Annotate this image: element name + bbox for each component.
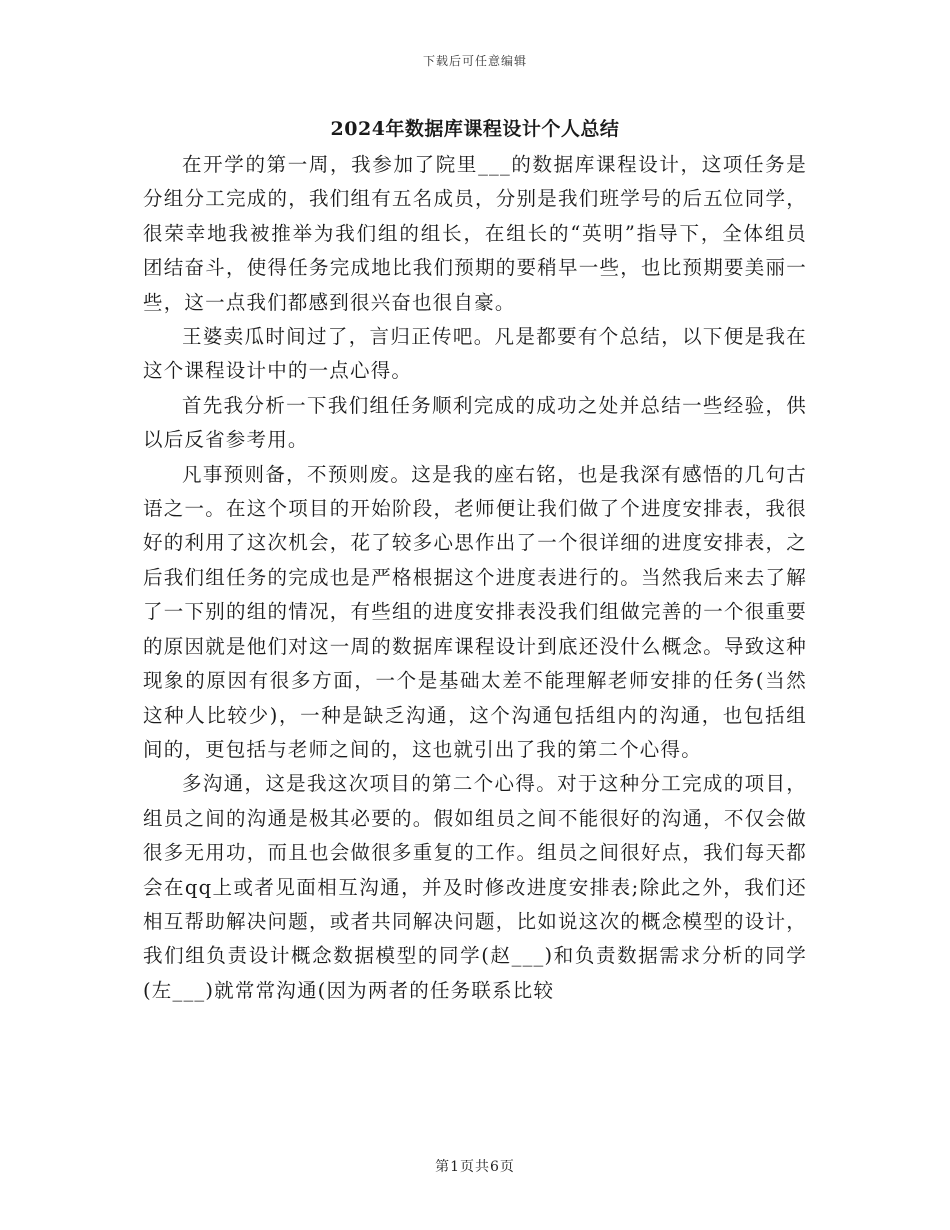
paragraph: 多沟通，这是我这次项目的第二个心得。对于这种分工完成的项目，组员之间的沟通是极其必要的。假如组员之间不能很好的沟通，不仅会做很多无用功，而且也会做很多重复的工作。组员之间很好点，我们每天都会在qq上或者见面相互沟通，并及时修改进度安排表;除此之外，我们还相互帮助解决问题，或者共同解决问题，比如说这次的概念模型的设计，我们组负责设计概念数据模型的同学(赵___)和负责数据需求分析的同学(左___)就常常沟通(因为两者的任务联系比较 xyxy=(143,772,807,1002)
paragraph: 凡事预则备，不预则废。这是我的座右铭，也是我深有感悟的几句古语之一。在这个项目的开始阶段，老师便让我们做了个进度安排表，我很好的利用了这次机会，花了较多心思作出了一个很详细的进度安排表，之后我们组任务的完成也是严格根据这个进度表进行的。当然我后来去了解了一下别的组的情况，有些组的进度安排表没我们组做完善的一个很重要的原因就是他们对这一周的数据库课程设计到底还没什么概念。导致这种现象的原因有很多方面，一个是基础太差不能理解老师安排的任务(当然这种人比较少)，一种是缺乏沟通，这个沟通包括组内的沟通，也包括组间的，更包括与老师之间的，这也就引出了我的第二个心得。 xyxy=(143,462,807,761)
header-note: 下载后可任意编辑 xyxy=(422,54,527,68)
paragraph: 在开学的第一周，我参加了院里___的数据库课程设计，这项任务是分组分工完成的，我们组有五名成员，分别是我们班学号的后五位同学，很荣幸地我被推举为我们组的组长，在组长的“英明”指导下，全体组员团结奋斗，使得任务完成地比我们预期的要稍早一些，也比预期要美丽一些，这一点我们都感到很兴奋也很自豪。 xyxy=(143,153,807,314)
page-number: 第1页共6页 xyxy=(435,1159,515,1175)
paragraph: 王婆卖瓜时间过了，言归正传吧。凡是都要有个总结，以下便是我在这个课程设计中的一点心得。 xyxy=(143,325,807,383)
paragraph: 首先我分析一下我们组任务顺利完成的成功之处并总结一些经验，供以后反省参考用。 xyxy=(143,393,807,452)
document-body xyxy=(143,148,807,1008)
document-title: 2024年数据库课程设计个人总结 xyxy=(330,118,620,140)
